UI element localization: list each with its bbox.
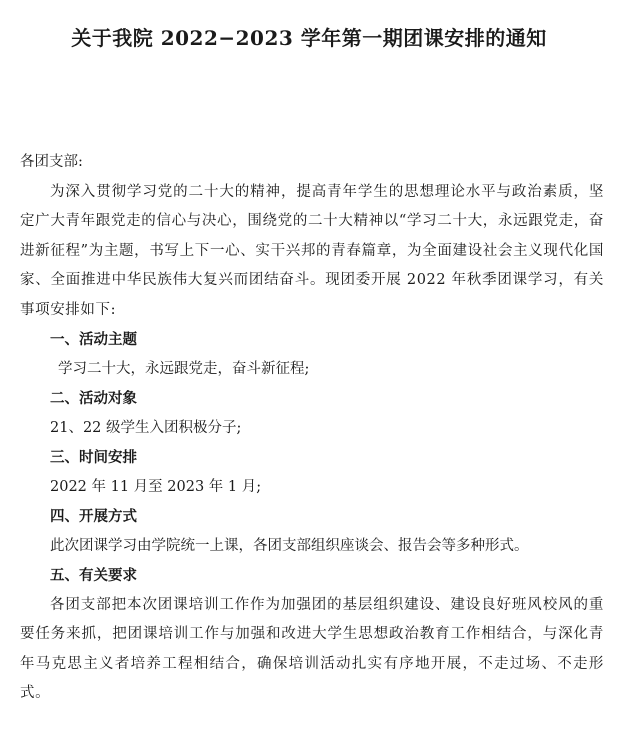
section-heading-schedule: 三、时间安排: [50, 449, 137, 466]
section-heading-method: 四、开展方式: [50, 508, 137, 525]
greeting: 各团支部:: [20, 154, 83, 170]
section-heading-requirements: 五、有关要求: [50, 567, 137, 584]
document-title: 关于我院 2022−2023 学年第一期团课安排的通知: [71, 26, 547, 50]
section-heading-participants: 二、活动对象: [50, 390, 137, 407]
document-body: [20, 148, 604, 709]
section-content-requirements: 各团支部把本次团课培训工作作为加强团的基层组织建设、建设良好班风校风的重要任务来抓，把团课培训工作与加强和改进大学生思想政治教育工作相结合，与深化青年马克思主义者培养工程相结合，确保培训活动扎实有序地开展，不走过场、不走形式。: [20, 596, 604, 701]
intro-paragraph: 为深入贯彻学习党的二十大的精神，提高青年学生的思想理论水平与政治素质，坚定广大青年跟党走的信心与决心，围绕党的二十大精神以“学习二十大，永远跟党走，奋进新征程”为主题，书写上下一心、实干兴邦的青春篇章，为全面建设社会主义现代化国家、全面推进中华民族伟大复兴而团结奋斗。现团委开展 2022 年秋季团课学习，有关事项安排如下:: [20, 183, 604, 318]
section-content-schedule: 2022 年 11 月至 2023 年 1 月;: [50, 478, 262, 495]
section-content-theme: 学习二十大，永远跟党走，奋斗新征程;: [58, 360, 310, 377]
section-content-method: 此次团课学习由学院统一上课，各团支部组织座谈会、报告会等多种形式。: [50, 537, 529, 554]
section-heading-theme: 一、活动主题: [50, 331, 137, 348]
section-content-participants: 21、22 级学生入团积极分子;: [50, 419, 242, 436]
